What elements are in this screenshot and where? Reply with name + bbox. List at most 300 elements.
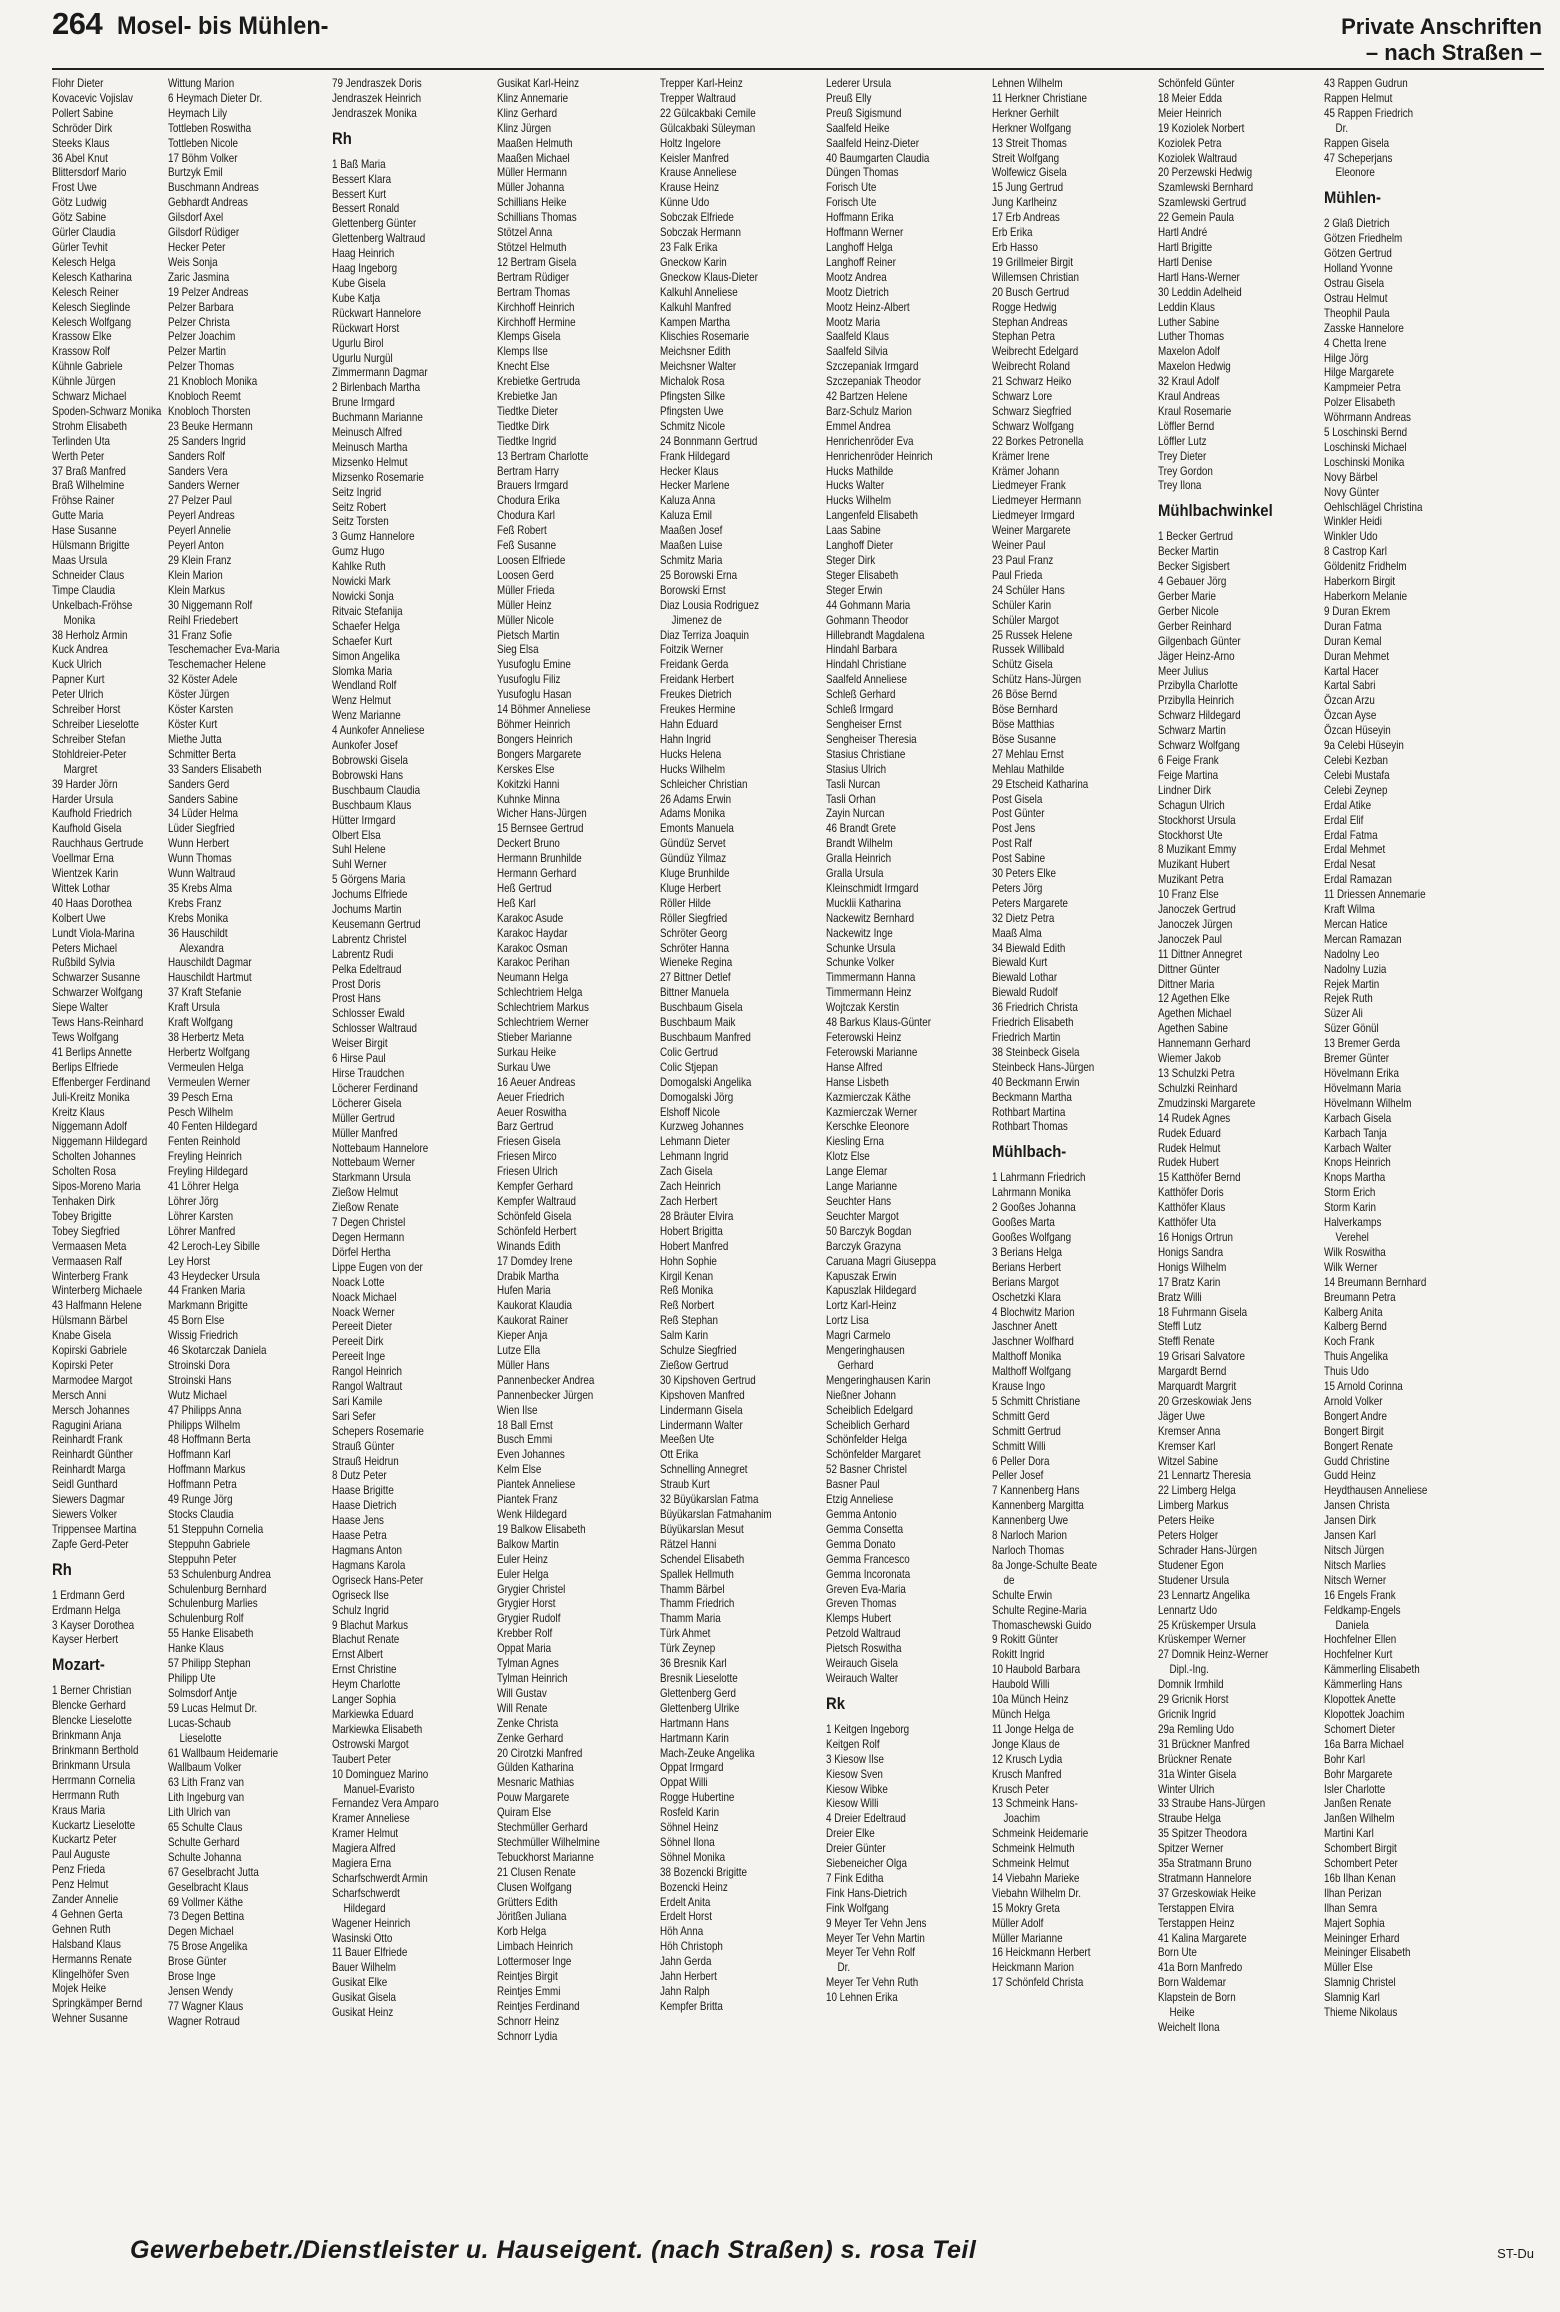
resident-entry: Juli-Kreitz Monika (52, 1089, 130, 1104)
resident-entry: Kraft Wolfgang (168, 1015, 233, 1030)
resident-entry: Domogalski Angelika (660, 1074, 752, 1089)
resident-entry: Wallbaum Volker (168, 1760, 242, 1775)
resident-entry: Glettenberg Waltraud (332, 231, 426, 246)
resident-entry: Slamnig Karl (1324, 1990, 1380, 2005)
resident-entry: 61 Wallbaum Heidemarie (168, 1745, 279, 1760)
resident-entry: Papner Kurt (52, 672, 105, 687)
resident-entry: Saalfeld Klaus (826, 329, 889, 344)
resident-entry: Kipshoven Manfred (660, 1387, 745, 1402)
resident-entry: Schulz Ingrid (332, 1602, 389, 1617)
resident-entry: Rudek Hubert (1158, 1155, 1219, 1170)
resident-entry: Nowicki Mark (332, 574, 391, 589)
resident-entry: Malthoff Monika (992, 1349, 1062, 1364)
resident-entry: 4 Dreier Edeltraud (826, 1811, 906, 1826)
resident-entry: Ogriseck Ilse (332, 1587, 389, 1602)
resident-entry: 18 Fuhrmann Gisela (1158, 1304, 1248, 1319)
resident-entry: Krusch Manfred (992, 1766, 1062, 1781)
resident-entry: Steffl Renate (1158, 1334, 1215, 1349)
resident-entry: Erdmann Helga (52, 1602, 121, 1617)
resident-entry: Zach Gisela (660, 1164, 713, 1179)
resident-entry: 11 Jonge Helga de (992, 1721, 1074, 1736)
resident-entry: Seuchter Margot (826, 1208, 899, 1223)
resident-entry: 25 Borowski Erna (660, 567, 738, 582)
resident-entry: Hartl André (1158, 225, 1208, 240)
resident-entry: Gralla Heinrich (826, 851, 892, 866)
resident-entry: Gebhardt Andreas (168, 195, 248, 210)
resident-entry: Kühnle Jürgen (52, 374, 116, 389)
resident-entry: Jansen Christa (1324, 1498, 1390, 1513)
resident-entry: Erdal Atike (1324, 797, 1372, 812)
resident-entry: Stephan Petra (992, 329, 1055, 344)
resident-entry: Studener Ursula (1158, 1572, 1230, 1587)
resident-entry: Köster Jürgen (168, 687, 230, 702)
resident-entry: Hartmann Hans (660, 1715, 729, 1730)
resident-entry: 40 Beckmann Erwin (992, 1074, 1080, 1089)
resident-entry: 17 Domdey Irene (497, 1253, 573, 1268)
resident-entry: Kluge Brunhilde (660, 866, 730, 881)
resident-entry: Greven Eva-Maria (826, 1581, 906, 1596)
resident-entry: Gündüz Servet (660, 836, 726, 851)
resident-entry: 34 Biewald Edith (992, 940, 1066, 955)
resident-entry: Hartl Brigitte (1158, 239, 1213, 254)
resident-entry: 1 Becker Gertrud (1158, 529, 1233, 544)
resident-entry: Karakoc Haydar (497, 925, 568, 940)
resident-entry: Brauers Irmgard (497, 478, 569, 493)
resident-entry: Gilsdorf Rüdiger (168, 225, 240, 240)
resident-entry: 4 Chetta Irene (1324, 335, 1387, 350)
resident-entry: 10a Münch Heinz (992, 1692, 1069, 1707)
resident-entry: 42 Leroch-Ley Sibille (168, 1238, 260, 1253)
resident-entry: Seitz Robert (332, 499, 387, 514)
resident-entry: 11 Driessen Annemarie (1324, 887, 1426, 902)
resident-entry: Peter Ulrich (52, 687, 104, 702)
resident-entry: Oppat Maria (497, 1641, 552, 1656)
resident-entry: Meinusch Martha (332, 439, 408, 454)
resident-entry: Özcan Ayse (1324, 708, 1377, 723)
resident-entry: Kirgil Kenan (660, 1268, 714, 1283)
resident-entry: Erdal Nesat (1324, 857, 1376, 872)
resident-entry: Siewers Volker (52, 1507, 118, 1521)
resident-entry: Krebber Rolf (497, 1626, 553, 1641)
resident-entry: Keusemann Gertrud (332, 916, 421, 931)
resident-entry: Karbach Tanja (1324, 1125, 1387, 1140)
resident-entry: Kazmierczak Werner (826, 1104, 918, 1119)
resident-entry: Sanders Rolf (168, 448, 225, 463)
resident-entry: 51 Steppuhn Cornelia (168, 1521, 264, 1536)
resident-entry: Domnik Irmhild (1158, 1677, 1224, 1692)
resident-entry: Kraul Rosemarie (1158, 403, 1232, 418)
resident-entry: 3 Kayser Dorothea (52, 1617, 135, 1632)
resident-entry: Friesen Ulrich (497, 1164, 558, 1179)
resident-entry: Rosfeld Karin (660, 1805, 720, 1820)
resident-entry: Jaschner Wolfhard (992, 1334, 1074, 1349)
resident-entry: Biewald Rudolf (992, 985, 1058, 1000)
resident-entry: Schlosser Ewald (332, 1006, 405, 1021)
resident-entry: Hövelmann Wilhelm (1324, 1095, 1412, 1110)
resident-entry: 16a Barra Michael (1324, 1736, 1404, 1751)
resident-entry: Luther Thomas (1158, 329, 1225, 344)
resident-entry: 14 Böhmer Anneliese (497, 702, 591, 717)
resident-entry: Weirauch Walter (826, 1670, 899, 1685)
resident-entry: Storm Erich (1324, 1185, 1376, 1200)
resident-entry: Honigs Sandra (1158, 1244, 1224, 1259)
resident-entry: Sengheiser Theresia (826, 731, 917, 746)
resident-entry: Ritvaic Stefanija (332, 603, 403, 618)
resident-entry: 49 Runge Jörg (168, 1492, 233, 1507)
resident-entry: 69 Vollmer Käthe (168, 1894, 243, 1909)
resident-entry: Nottebaum Hannelore (332, 1140, 429, 1155)
resident-entry: 59 Lucas Helmut Dr. (168, 1700, 258, 1715)
entry-continuation: Margret (63, 761, 98, 776)
resident-entry: Busch Emmi (497, 1432, 553, 1447)
resident-entry: Stroinski Dora (168, 1357, 230, 1372)
resident-entry: Steger Elisabeth (826, 567, 899, 582)
resident-entry: Sobczak Elfriede (660, 210, 734, 225)
resident-entry: Neumann Helga (497, 970, 569, 985)
resident-entry: 2 Birlenbach Martha (332, 380, 421, 395)
resident-entry: Mersch Johannes (52, 1402, 130, 1417)
resident-entry: Karakoc Perihan (497, 955, 570, 970)
resident-entry: Pereeit Dirk (332, 1334, 384, 1349)
resident-entry: Ilhan Semra (1324, 1900, 1378, 1915)
resident-entry: Kaukorat Rainer (497, 1313, 569, 1328)
resident-entry: 4 Gehnen Gerta (52, 1906, 123, 1921)
resident-entry: Schütz Hans-Jürgen (992, 672, 1082, 687)
resident-entry: Wieneke Regina (660, 955, 733, 970)
resident-entry: Söhnel Monika (660, 1849, 726, 1864)
resident-entry: Karakoc Osman (497, 940, 568, 955)
resident-entry: Noack Werner (332, 1304, 395, 1319)
resident-entry: Götz Ludwig (52, 195, 107, 210)
resident-entry: Nowicki Sonja (332, 589, 394, 603)
resident-entry: Rußbild Sylvia (52, 955, 115, 970)
resident-entry: 67 Geselbracht Jutta (168, 1864, 259, 1879)
resident-entry: Wunn Herbert (168, 836, 230, 851)
resident-entry: Hauschildt Hartmut (168, 970, 252, 985)
resident-entry: 20 Busch Gertrud (992, 284, 1070, 299)
resident-entry: Kämmerling Hans (1324, 1677, 1403, 1692)
resident-entry: Süzer Ali (1324, 1006, 1363, 1021)
resident-entry: Brandt Wilhelm (826, 836, 893, 851)
resident-entry: Piantek Franz (497, 1492, 558, 1507)
resident-entry: Friedrich Martin (992, 1030, 1061, 1044)
resident-entry: Hoffmann Werner (826, 225, 904, 240)
resident-entry: Kremser Anna (1158, 1423, 1221, 1438)
resident-entry: Kempfer Britta (660, 1998, 723, 2013)
resident-entry: Ogriseck Hans-Peter (332, 1572, 424, 1587)
resident-entry: Löffler Lutz (1158, 433, 1207, 448)
resident-entry: Kannenberg Uwe (992, 1513, 1069, 1528)
resident-entry: Kleinschmidt Irmgard (826, 880, 919, 895)
resident-entry: Nießner Johann (826, 1387, 897, 1402)
resident-entry: Langer Sophia (332, 1692, 397, 1707)
resident-entry: Kokitzki Hanni (497, 776, 560, 791)
resident-entry: Hermanns Renate (52, 1951, 132, 1966)
resident-entry: Trepper Waltraud (660, 90, 736, 105)
resident-entry: Schombert Birgit (1324, 1841, 1397, 1856)
resident-entry: Kopirski Gabriele (52, 1343, 127, 1358)
resident-entry: Nadolny Luzia (1324, 961, 1387, 976)
resident-entry: 32 Dietz Petra (992, 910, 1055, 925)
resident-entry: 20 Grzeskowiak Jens (1158, 1393, 1252, 1408)
resident-entry: 20 Perzewski Hedwig (1158, 165, 1253, 180)
resident-entry: Hochfelner Kurt (1324, 1647, 1393, 1662)
resident-entry: 18 Ball Ernst (497, 1417, 553, 1432)
directory-column (1324, 76, 1484, 2188)
resident-entry: Arnold Volker (1324, 1393, 1383, 1408)
resident-entry: Tasli Orhan (826, 791, 876, 806)
resident-entry: 9 Rokitt Günter (992, 1632, 1059, 1647)
resident-entry: Wunn Waltraud (168, 866, 236, 881)
resident-entry: Drabik Martha (497, 1268, 559, 1283)
resident-entry: Korb Helga (497, 1924, 547, 1939)
resident-entry: Bongers Heinrich (497, 731, 573, 746)
resident-entry: Hermann Brunhilde (497, 851, 582, 866)
resident-entry: Hülsmann Bärbel (52, 1313, 128, 1328)
resident-entry: Schwarz Wolfgang (992, 418, 1074, 433)
resident-entry: Schleß Gerhard (826, 687, 896, 702)
resident-entry: Hövelmann Maria (1324, 1080, 1402, 1095)
resident-entry: 46 Brandt Grete (826, 821, 897, 836)
resident-entry: Studener Egon (1158, 1557, 1224, 1572)
resident-entry: Chodura Karl (497, 508, 555, 523)
resident-entry: Thuis Udo (1324, 1364, 1369, 1379)
resident-entry: Lottermoser Inge (497, 1954, 572, 1969)
resident-entry: Brinkmann Berthold (52, 1742, 139, 1757)
resident-entry: Gusikat Heinz (332, 2005, 394, 2020)
resident-entry: Schlechtriem Werner (497, 1015, 589, 1030)
resident-entry: Schreiber Horst (52, 702, 121, 717)
street-heading: Rh (52, 1560, 72, 1579)
section-title: Private Anschriften (1341, 14, 1542, 39)
resident-entry: Kuck Ulrich (52, 657, 102, 672)
resident-entry: Stratmann Hannelore (1158, 1870, 1252, 1885)
resident-entry: Erdal Elif (1324, 812, 1364, 827)
resident-entry: Rangol Waltraut (332, 1379, 403, 1394)
resident-entry: Kiesow Wibke (826, 1781, 888, 1796)
resident-entry: 31 Brückner Manfred (1158, 1736, 1250, 1751)
entry-continuation: Dr. (837, 1960, 851, 1975)
resident-entry: Klopottek Joachim (1324, 1706, 1405, 1721)
resident-entry: Stocks Claudia (168, 1507, 234, 1521)
resident-entry: Kartal Sabri (1324, 678, 1376, 693)
resident-entry: 4 Aunkofer Anneliese (332, 723, 425, 738)
resident-entry: Bratz Willi (1158, 1289, 1202, 1304)
entry-continuation: Dipl.-Ing. (1169, 1662, 1209, 1677)
resident-entry: Stasius Christiane (826, 746, 906, 761)
resident-entry: 42 Bartzen Helene (826, 389, 908, 404)
resident-entry: Mach-Zeuke Angelika (660, 1745, 755, 1760)
resident-entry: Stötzel Anna (497, 225, 553, 240)
resident-entry: 45 Rappen Friedrich (1324, 105, 1414, 120)
resident-entry: Tenhaken Dirk (52, 1193, 115, 1208)
resident-entry: Wojtczak Kerstin (826, 1000, 900, 1015)
resident-entry: Viebahn Wilhelm Dr. (992, 1885, 1081, 1900)
resident-entry: Hufen Maria (497, 1283, 551, 1298)
resident-entry: Friesen Gisela (497, 1134, 561, 1149)
resident-entry: Zayin Nurcan (826, 806, 885, 821)
resident-entry: Keitgen Rolf (826, 1736, 880, 1751)
resident-entry: Born Ute (1158, 1945, 1197, 1960)
resident-entry: Kahlke Ruth (332, 559, 386, 574)
resident-entry: Jöritßen Juliana (497, 1909, 567, 1924)
resident-entry: Scheiblich Edelgard (826, 1402, 913, 1417)
resident-entry: Bessert Ronald (332, 201, 400, 216)
resident-entry: Jaschner Anett (992, 1319, 1058, 1334)
resident-entry: Herkner Wolfgang (992, 120, 1072, 135)
resident-entry: Götzen Friedhelm (1324, 231, 1403, 246)
resident-entry: Weiner Margarete (992, 523, 1071, 538)
resident-entry: Slomka Maria (332, 663, 393, 678)
resident-entry: 30 Leddin Adelheid (1158, 284, 1242, 299)
resident-entry: Strauß Heidrun (332, 1453, 399, 1468)
resident-entry: Feldkamp-Engels (1324, 1602, 1401, 1617)
resident-entry: 12 Bertram Gisela (497, 254, 577, 269)
resident-entry: Feß Robert (497, 523, 547, 538)
resident-entry: 13 Bertram Charlotte (497, 448, 589, 463)
resident-entry: Liedmeyer Irmgard (992, 508, 1075, 523)
resident-entry: Brinkmann Ursula (52, 1757, 131, 1772)
resident-entry: Heym Charlotte (332, 1677, 401, 1692)
resident-entry: Degen Hermann (332, 1229, 405, 1244)
resident-entry: Vermaasen Meta (52, 1238, 127, 1253)
resident-entry: Hermann Gerhard (497, 866, 577, 881)
section-subtitle: – nach Straßen – (1365, 40, 1542, 65)
resident-entry: Wiemer Jakob (1158, 1051, 1221, 1066)
resident-entry: Schunke Ursula (826, 940, 896, 955)
resident-entry: Maaßen Josef (660, 523, 723, 538)
resident-entry: Bobrowski Hans (332, 767, 404, 782)
resident-entry: Mengeringhausen Karin (826, 1372, 931, 1387)
resident-entry: Klinz Jürgen (497, 120, 552, 135)
resident-entry: Saalfeld Anneliese (826, 672, 907, 687)
resident-entry: Hecker Marlene (660, 478, 730, 493)
resident-entry: Mootz Heinz-Albert (826, 299, 910, 314)
resident-entry: Kraft Ursula (168, 1000, 220, 1015)
resident-entry: Honigs Wilhelm (1158, 1259, 1227, 1274)
resident-entry: Steger Dirk (826, 553, 876, 567)
resident-entry: 48 Barkus Klaus-Günter (826, 1015, 932, 1030)
resident-entry: Meier Heinrich (1158, 105, 1222, 120)
resident-entry: Kuckartz Lieselotte (52, 1817, 136, 1832)
resident-entry: Hartl Denise (1158, 254, 1213, 269)
resident-entry: Meichsner Walter (660, 359, 737, 374)
resident-entry: Sobczak Hermann (660, 225, 741, 240)
resident-entry: Geselbracht Klaus (168, 1879, 249, 1894)
resident-entry: Erdal Ramazan (1324, 872, 1392, 887)
resident-entry: Bittner Manuela (660, 985, 729, 1000)
resident-entry: Etzig Anneliese (826, 1492, 894, 1507)
resident-entry: Olbert Elsa (332, 827, 381, 842)
resident-entry: Reß Norbert (660, 1298, 715, 1313)
resident-entry: Freukes Hermine (660, 702, 736, 717)
resident-entry: 22 Limberg Helga (1158, 1483, 1236, 1498)
resident-entry: Paul Frieda (992, 567, 1043, 582)
resident-entry: Reintjes Ferdinand (497, 1998, 580, 2013)
resident-entry: Blittersdorf Mario (52, 165, 127, 180)
resident-entry: Zasske Hannelore (1324, 320, 1404, 335)
resident-entry: Seitz Torsten (332, 514, 389, 529)
resident-entry: Henrichenröder Eva (826, 433, 914, 448)
resident-entry: Böse Susanne (992, 731, 1057, 746)
resident-entry: Herrmann Cornelia (52, 1772, 136, 1787)
resident-entry: Rothbart Martina (992, 1104, 1066, 1119)
resident-entry: Peyerl Anton (168, 538, 224, 553)
resident-entry: 22 Borkes Petronella (992, 433, 1084, 448)
resident-entry: Freukes Dietrich (660, 687, 732, 702)
resident-entry: Heydthausen Anneliese (1324, 1483, 1428, 1498)
resident-entry: Domogalski Jörg (660, 1089, 734, 1104)
resident-entry: Schulte Erwin (992, 1587, 1053, 1602)
resident-entry: Bohr Karl (1324, 1751, 1366, 1766)
resident-entry: 6 Heymach Dieter Dr. (168, 90, 263, 105)
resident-entry: Krebs Monika (168, 910, 229, 925)
resident-entry: Paul Auguste (52, 1847, 111, 1862)
resident-entry: Wenz Marianne (332, 708, 401, 723)
resident-entry: 6 Hirse Paul (332, 1051, 386, 1066)
resident-entry: Winkler Heidi (1324, 514, 1382, 529)
resident-entry: Rätzel Hanni (660, 1536, 717, 1551)
resident-entry: Stasius Ulrich (826, 761, 887, 776)
resident-entry: 17 Böhm Volker (168, 150, 238, 165)
resident-entry: Haberkorn Birgit (1324, 574, 1396, 589)
resident-entry: Weiner Paul (992, 538, 1046, 553)
resident-entry: Hannemann Gerhard (1158, 1036, 1251, 1051)
resident-entry: Kerskes Else (497, 761, 555, 776)
resident-entry: Kapuszlak Hildegard (826, 1283, 917, 1298)
resident-entry: Feige Martina (1158, 767, 1219, 782)
resident-entry: Kerschke Eleonore (826, 1119, 910, 1134)
resident-entry: Ott Erika (660, 1447, 699, 1462)
page-header-right (1341, 14, 1542, 66)
resident-entry: 11 Dittner Annegret (1158, 946, 1243, 961)
resident-entry: 44 Franken Maria (168, 1283, 246, 1298)
resident-entry: Köster Karsten (168, 702, 234, 717)
resident-entry: Meyer Ter Vehn Ruth (826, 1975, 919, 1990)
resident-entry: Herbertz Wolfgang (168, 1044, 250, 1059)
resident-entry: Stroinski Hans (168, 1372, 232, 1387)
resident-entry: Schönfeld Herbert (497, 1223, 577, 1238)
resident-entry: 31a Winter Gisela (1158, 1766, 1237, 1781)
resident-entry: Tobey Brigitte (52, 1208, 112, 1223)
resident-entry: Zapfe Gerd-Peter (52, 1536, 129, 1551)
resident-entry: Becker Martin (1158, 544, 1219, 559)
resident-entry: Knobloch Reemt (168, 389, 241, 404)
resident-entry: 19 Balkow Elisabeth (497, 1521, 586, 1536)
resident-entry: Schröter Georg (660, 925, 728, 940)
resident-entry: Frank Hildegard (660, 448, 731, 463)
resident-entry: Mengeringhausen (826, 1343, 905, 1358)
resident-entry: Michalok Rosa (660, 374, 725, 389)
resident-entry: Novy Bärbel (1324, 469, 1378, 484)
resident-entry: 55 Hanke Elisabeth (168, 1626, 254, 1641)
resident-entry: 41 Löhrer Helga (168, 1179, 239, 1194)
resident-entry: Will Gustav (497, 1685, 547, 1700)
resident-entry: 27 Bittner Detlef (660, 970, 731, 985)
resident-entry: Mesnaric Mathias (497, 1775, 575, 1790)
resident-entry: Lange Marianne (826, 1179, 898, 1194)
resident-entry: 23 Falk Erika (660, 239, 718, 254)
resident-entry: 38 Herholz Armin (52, 627, 128, 642)
resident-entry: Kluge Herbert (660, 880, 721, 895)
resident-entry: Muzikant Petra (1158, 872, 1224, 887)
resident-entry: Thamm Maria (660, 1611, 721, 1626)
resident-entry: 43 Rappen Gudrun (1324, 76, 1408, 90)
resident-entry: Löcherer Gisela (332, 1095, 402, 1110)
resident-entry: 15 Jung Gertrud (992, 180, 1064, 195)
resident-entry: 35a Stratmann Bruno (1158, 1856, 1252, 1871)
resident-entry: Schmitt Gertrud (992, 1423, 1061, 1438)
